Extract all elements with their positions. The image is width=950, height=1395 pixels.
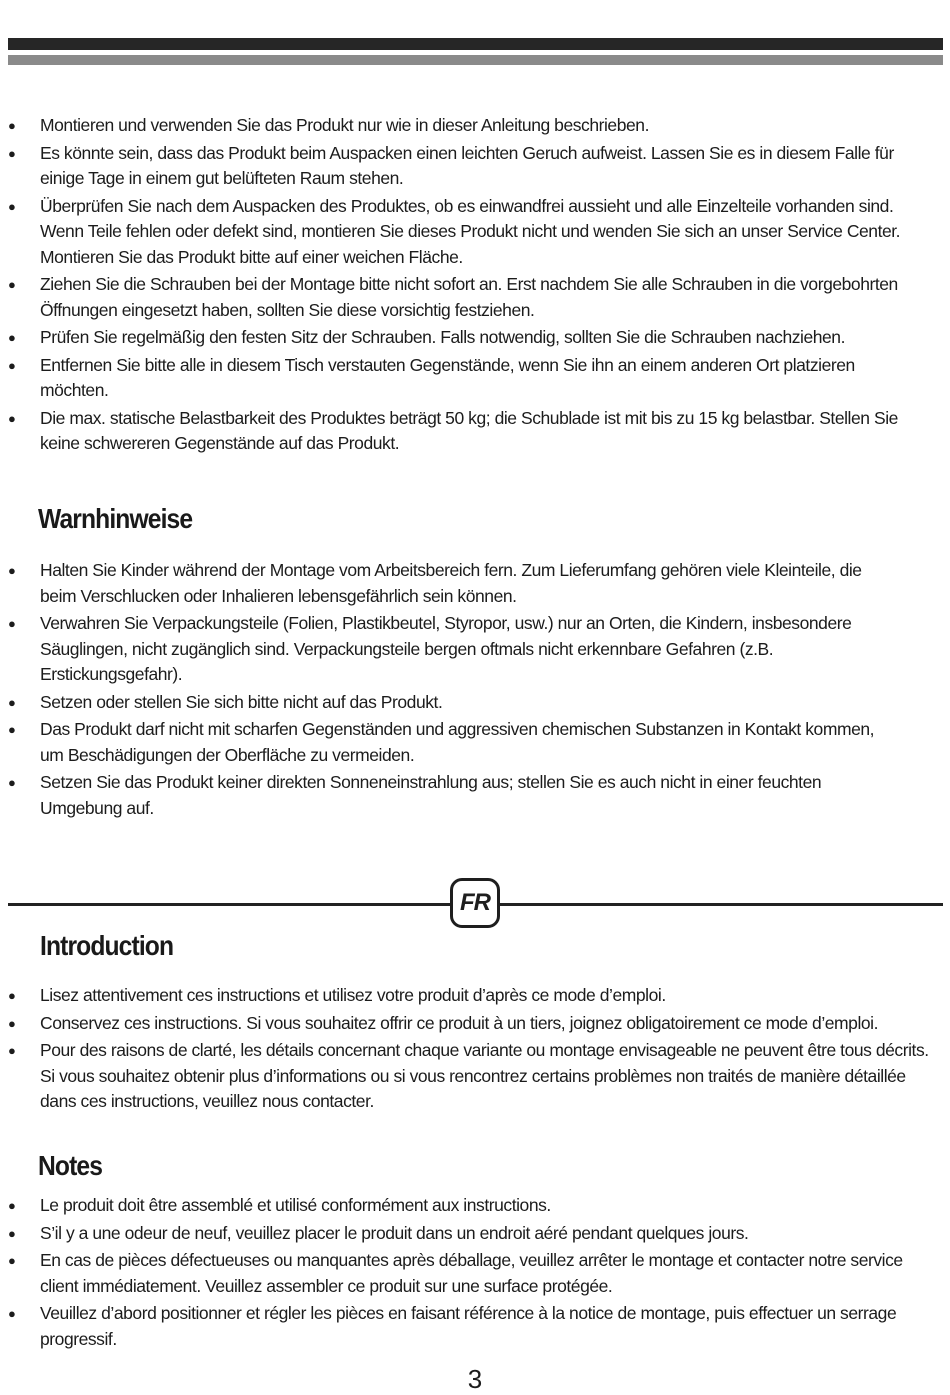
bullet-icon: ● — [8, 357, 16, 373]
section-divider-left — [8, 903, 452, 906]
bullet-icon: ● — [8, 1043, 16, 1058]
list-item: ● Entfernen Sie bitte alle in diesem Tisch verstauten Gegenstände, wenn Sie ihn an einem anderen Ort platzieren möchten. — [8, 354, 855, 400]
french-notes-list — [0, 1193, 905, 1354]
section-divider-right — [498, 903, 943, 906]
list-item: ● Überprüfen Sie nach dem Auspacken des Produktes, ob es einwandfrei aussieht und alle Einzelteile vorhanden sind. Wenn Teile fehlen oder defekt sind, montieren Sie dieses Produkt nicht und wenden Sie sich an unser Service Center. Montieren Sie das Produkt bitte auf einer weichen Fläche. — [8, 195, 901, 267]
list-item: ● Die max. statische Belastbarkeit des Produktes beträgt 50 kg; die Schublade ist mit bis zu 15 kg belastbar. Stellen Sie keine schwereren Gegenstände auf das Produkt. — [8, 407, 898, 453]
list-item: ● Setzen Sie das Produkt keiner direkten Sonneneinstrahlung aus; stellen Sie es auch nicht in einer feuchten Umgebung auf. — [8, 772, 822, 818]
list-item: ● Pour des raisons de clarté, les détails concernant chaque variante ou montage envisageable ne peuvent être tous décrits. Si vous souhaitez obtenir plus d’informations ou si vous rencontrez certains problèmes non traités de manière détaillée dans ces instructions, veuillez nous contacter. — [8, 1040, 929, 1111]
german-general-list — [0, 113, 905, 459]
bullet-icon: ● — [8, 277, 16, 292]
german-warnings-list — [0, 558, 895, 823]
bullet-icon: ● — [8, 1198, 16, 1213]
bullet-icon: ● — [8, 145, 16, 161]
list-item: ● S’il y a une odeur de neuf, veuillez placer le produit dans un endroit aéré pendant quelques jours. — [0, 1221, 905, 1247]
warnings-heading: Warnhinweise — [38, 503, 193, 534]
notes-heading: Notes — [38, 1150, 103, 1181]
bullet-icon: ● — [8, 1015, 16, 1031]
list-item: ● Verwahren Sie Verpackungsteile (Folien, Plastikbeutel, Styropor, usw.) nur an Orten, die Kindern, insbesondere Säuglingen, nicht zugänglich sind. Verpackungsteile bergen oftmals nicht erkennbare Gefahren (z.B. Erstickungsgefahr). — [8, 613, 852, 684]
list-item: ● Prüfen Sie regelmäßig den festen Sitz der Schrauben. Falls notwendig, sollten Sie die Schrauben nachziehen. — [0, 325, 905, 351]
bullet-icon: ● — [8, 563, 16, 578]
language-badge-fr: FR — [450, 878, 500, 928]
list-item: ● Le produit doit être assemblé et utilisé conformément aux instructions. — [0, 1193, 905, 1219]
list-item: ● Lisez attentivement ces instructions et utilisez votre produit d’après ce mode d’emploi. — [0, 983, 940, 1009]
list-item: ● Veuillez d’abord positionner et régler les pièces en faisant référence à la notice de montage, puis effectuer un serrage progressif. — [8, 1303, 897, 1349]
bullet-icon: ● — [8, 118, 16, 133]
list-item: ● Halten Sie Kinder während der Montage vom Arbeitsbereich fern. Zum Lieferumfang gehören viele Kleinteile, die beim Verschlucken oder Inhalieren lebensgefährlich sein können. — [8, 560, 862, 606]
page-number: 3 — [467, 1364, 483, 1394]
bullet-icon: ● — [8, 988, 16, 1003]
bullet-icon: ● — [8, 198, 16, 214]
list-item: ● Montieren und verwenden Sie das Produkt nur wie in dieser Anleitung beschrieben. — [0, 113, 905, 139]
list-item: ● Es könnte sein, dass das Produkt beim Auspacken einen leichten Geruch aufweist. Lassen Sie es in diesem Falle für einige Tage in einem gut belüfteten Raum stehen. — [8, 142, 894, 188]
bullet-icon: ● — [8, 616, 16, 631]
list-item: ● Ziehen Sie die Schrauben bei der Montage bitte nicht sofort an. Erst nachdem Sie alle Schrauben in die vorgebohrten Öffnungen eingesetzt haben, sollten Sie diese vorsichtig festziehen. — [8, 274, 898, 320]
bullet-icon: ● — [8, 410, 16, 426]
french-intro-list — [0, 983, 940, 1117]
header-bar-dark — [8, 38, 943, 50]
list-item: ● En cas de pièces défectueuses ou manquantes après déballage, veuillez arrêter le montage et contacter notre service client immédiatement. Veuillez assembler ce produit sur une surface protégée. — [8, 1250, 903, 1296]
bullet-icon: ● — [8, 722, 16, 737]
bullet-icon: ● — [8, 1306, 16, 1321]
bullet-icon: ● — [8, 1253, 16, 1268]
bullet-icon: ● — [8, 694, 16, 710]
list-item: ● Setzen oder stellen Sie sich bitte nicht auf das Produkt. — [0, 690, 895, 716]
header-bar-gray — [8, 55, 943, 65]
bullet-icon: ● — [8, 330, 16, 345]
bullet-icon: ● — [8, 775, 16, 790]
introduction-heading: Introduction — [40, 930, 174, 961]
list-item: ● Conservez ces instructions. Si vous souhaitez offrir ce produit à un tiers, joignez obligatoirement ce mode d’emploi. — [0, 1011, 940, 1037]
bullet-icon: ● — [8, 1225, 16, 1241]
list-item: ● Das Produkt darf nicht mit scharfen Gegenständen und aggressiven chemischen Substanzen in Kontakt kommen, um Beschädigungen der Oberfläche zu vermeiden. — [8, 719, 875, 765]
